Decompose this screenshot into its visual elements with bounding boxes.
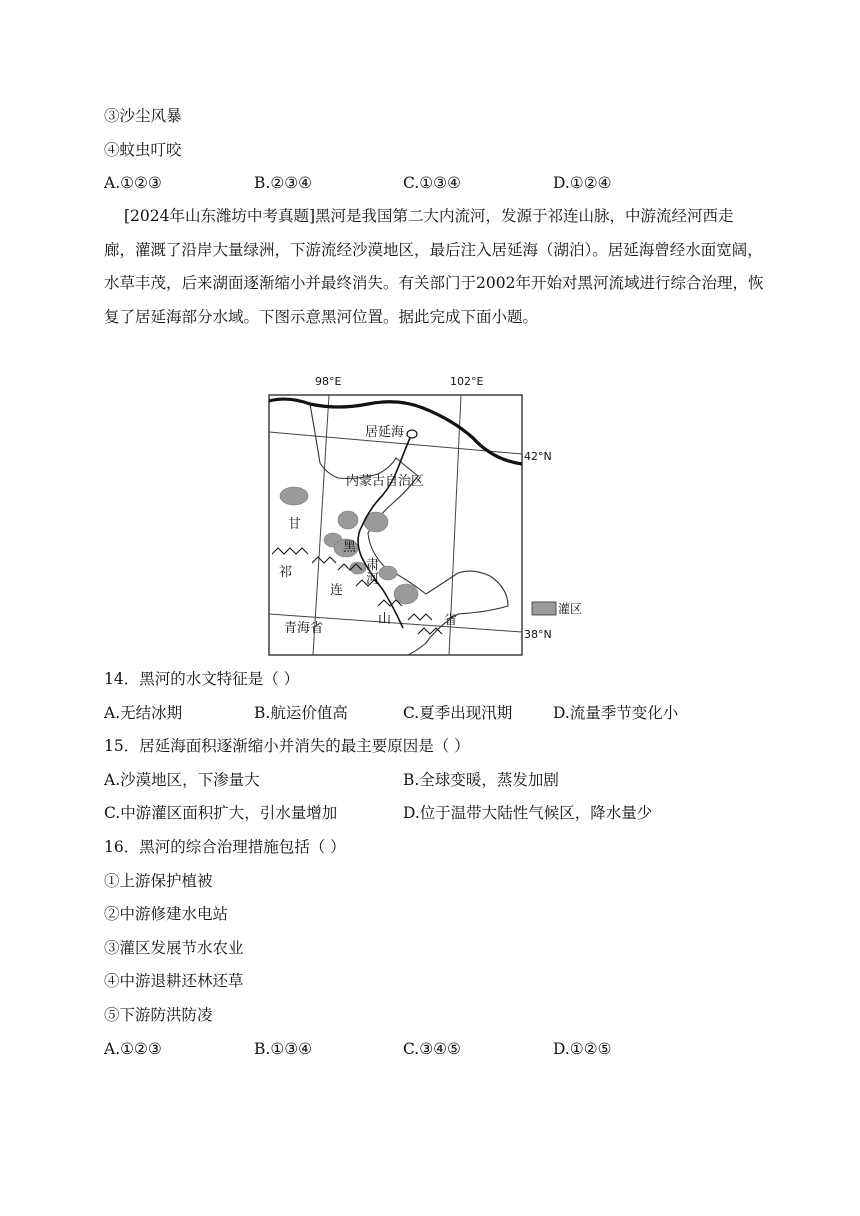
q15-option-c: C.中游灌区面积扩大，引水量增加 xyxy=(104,804,338,822)
label-102e: 102°E xyxy=(450,375,484,388)
q15-option-a: A.沙漠地区，下渗量大 xyxy=(104,771,260,789)
q14-option-c: C.夏季出现汛期 xyxy=(403,704,513,722)
q16-option-c: C.③④⑤ xyxy=(403,1040,461,1058)
q15-option-d: D.位于温带大陆性气候区，降水量少 xyxy=(403,804,653,822)
prev-option-b: B.②③④ xyxy=(254,174,313,192)
q15-option-b: B.全球变暖，蒸发加剧 xyxy=(403,771,559,789)
label-98e: 98°E xyxy=(315,375,342,388)
label-qinghai: 青海省 xyxy=(284,621,324,636)
label-he: 河 xyxy=(366,572,380,587)
q14-option-d: D.流量季节变化小 xyxy=(553,704,679,722)
label-42n: 42°N xyxy=(524,450,552,463)
q16-stem: 16．黑河的综合治理措施包括（ ） xyxy=(104,838,346,856)
prev-option-a: A.①②③ xyxy=(104,174,162,192)
q14-option-b: B.航运价值高 xyxy=(254,704,348,722)
q14-stem: 14．黑河的水文特征是（ ） xyxy=(104,670,300,688)
q16-item-1: ①上游保护植被 xyxy=(104,872,213,890)
irrigation-area-7 xyxy=(379,566,397,580)
q14-option-a: A.无结冰期 xyxy=(104,704,183,722)
heihe-location-map xyxy=(258,368,583,658)
label-shan: 山 xyxy=(378,612,392,627)
legend-label: 灌区 xyxy=(558,602,583,616)
prev-item-3: ③沙尘风暴 xyxy=(104,107,182,125)
prev-option-c: C.①③④ xyxy=(403,174,461,192)
passage xyxy=(104,200,764,334)
q16-item-5: ⑤下游防洪防凌 xyxy=(104,1006,213,1024)
label-lian: 连 xyxy=(330,583,344,598)
juyanhai-lake xyxy=(407,430,417,438)
label-juyanhai: 居延海 xyxy=(365,425,405,440)
label-hei: 黑 xyxy=(343,540,357,555)
q16-item-2: ②中游修建水电站 xyxy=(104,905,229,923)
q16-option-b: B.①③④ xyxy=(254,1040,313,1058)
q16-item-3: ③灌区发展节水农业 xyxy=(104,939,244,957)
q16-option-d: D.①②⑤ xyxy=(553,1040,612,1058)
legend-swatch xyxy=(532,602,556,615)
q15-stem: 15．居延海面积逐渐缩小并消失的最主要原因是（ ） xyxy=(104,737,470,755)
label-neimenggu: 内蒙古自治区 xyxy=(346,474,425,489)
label-sheng: 省 xyxy=(444,613,458,628)
prev-option-d: D.①②④ xyxy=(553,174,612,192)
irrigation-area-2 xyxy=(338,511,358,529)
prev-item-4: ④蚊虫叮咬 xyxy=(104,141,182,159)
label-gan: 甘 xyxy=(288,517,302,532)
label-38n: 38°N xyxy=(524,628,552,641)
q16-item-4: ④中游退耕还林还草 xyxy=(104,972,244,990)
q16-option-a: A.①②③ xyxy=(104,1040,162,1058)
label-su: 肃 xyxy=(366,558,380,573)
label-qi: 祁 xyxy=(279,565,293,580)
passage-text: [2024年山东潍坊中考真题]黑河是我国第二大内流河，发源于祁连山脉，中游流经河西走廊，灌溉了沿岸大量绿洲，下游流经沙漠地区，最后注入居延海（湖泊）。居延海曾经水面宽阔，水草丰茂，后来湖面逐渐缩小并最终消失。有关部门于2002年开始对黑河流域进行综合治理，恢复了居延海部分水域。下图示意黑河位置。据此完成下面小题。 xyxy=(104,207,764,326)
irrigation-area-1 xyxy=(280,487,308,505)
